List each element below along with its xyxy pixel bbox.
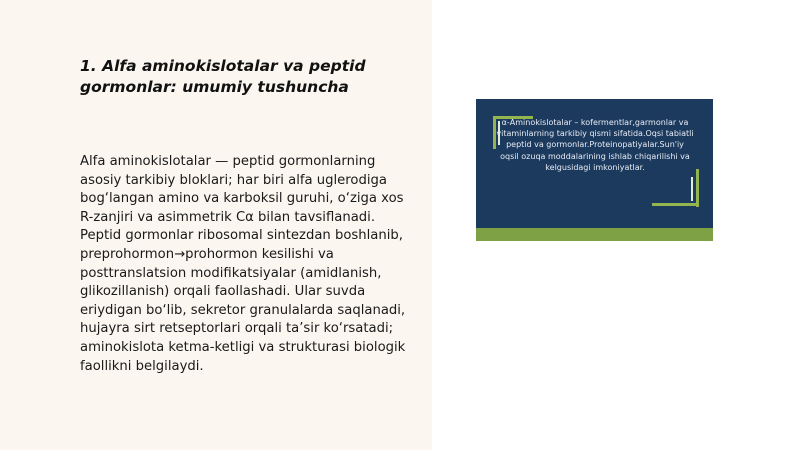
frame-corner-bottom-right-vertical xyxy=(696,169,699,207)
image-caption-text: α-Aminokislotalar – kofermentlar,garmonlar va vitaminlarning tarkibiy qismi sifatida.Oqsi tabiatli peptid va gormonlar.Proteinopatiyalar.Sun'iy oqsil ozuqa moddalarining ishlab chiqarilishi va kelgusidagi imkoniyatlar. xyxy=(496,118,694,172)
slide-body-text: Alfa aminokislotalar — peptid gormonlarning asosiy tarkibiy bloklari; har biri alfa uglerodiga bog‘langan amino va karboksil guruhi, o‘ziga xos R-zanjiri va asimmetrik Cα bilan tavsiflanadi. Peptid gormonlar ribosomal sintezdan boshlanib, preprohormon→prohormon kesilishi va posttranslatsion modifikatsiyalar (amidlanish, glikozillanish) orqali faollashadi. Ular suvda eriydigan bo‘lib, sekretor granulalarda saqlanadi, hujayra sirt retseptorlari orqali ta’sir ko‘rsatadi; aminokislota ketma-ketligi va strukturasi biologik faollikni belgilaydi. xyxy=(80,154,406,374)
frame-corner-bottom-right xyxy=(652,203,699,206)
green-accent-band xyxy=(476,228,713,241)
slide-image xyxy=(476,99,713,241)
frame-inner-line-right xyxy=(691,177,693,201)
slide-title: 1. Alfa aminokislotalar va peptid gormonlar: umumiy tushuncha xyxy=(80,57,366,96)
